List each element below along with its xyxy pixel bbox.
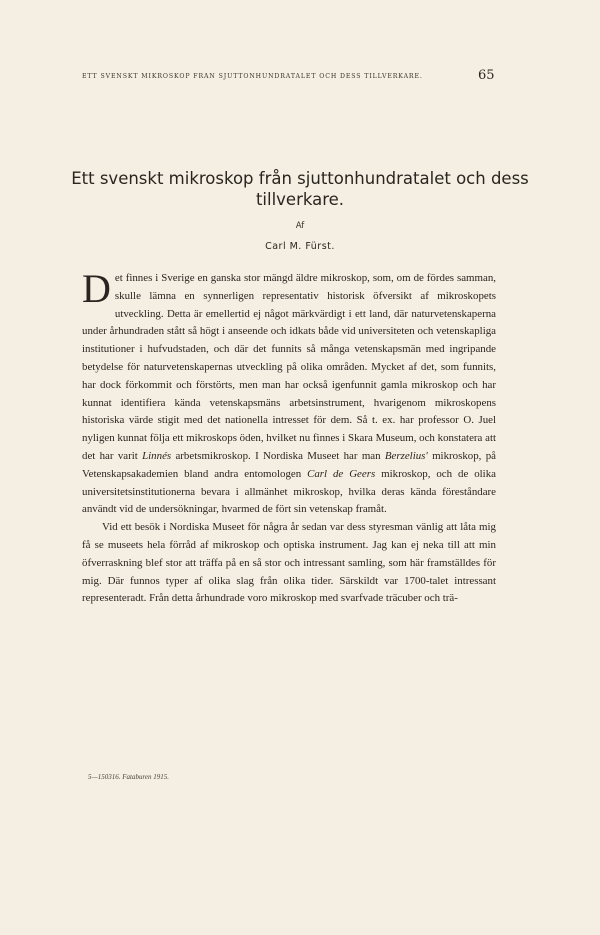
paragraph-1-mid1: arbetsmikroskop. I Nordiska Museet har man: [171, 449, 385, 462]
paragraph-1: [82, 266, 496, 519]
byline-prefix: Af: [295, 221, 305, 231]
drop-cap: D: [82, 266, 111, 311]
author-name: Carl M. Fürst.: [265, 241, 335, 252]
name-berzelius: Berzelius': [384, 449, 428, 462]
page-number: 65: [478, 68, 495, 83]
paragraph-1-mid2: mikroskop, på Vetenskapsakademien bland andra entomologen: [82, 449, 496, 480]
paragraph-1-end: mikroskop, och de olika universitetsinstitutionerna bevara i allmänhet mikroskop, hvilka deras kända föreståndare användt vid de undersökningar, hvarmed de fört sin vetenskap framåt.: [82, 467, 496, 516]
paragraph-2: Vid ett besök i Nordiska Museet för några år sedan var dess styresman vänlig att låta mig få se museets hela förråd af mikroskop och optiska instrument. Jag kan ej neka till att min öfverraskning blef stor att träffa på en så stor och intressant samling, som här framställdes för mig. Där funnos typer af olika slag från olika tider. Särskildt var 1700-talet intressant representeradt. Från detta århundrade voro mikroskop med svarfvade träcuber och trä-: [82, 521, 496, 605]
paragraph-1-lead: et finnes i Sverige en ganska stor mängd äldre mikroskop, som, om de fördes samman, skulle lämna en synnerligen representativ historisk öfversikt af mikroskopets utveckling. Detta är emellertid ej något märkvärdigt i ett land, där naturvetenskaperna under århundraden stått så högt i anseende och idkats både vid universiteten och vetenskapliga institutioner i hufvudstaden, och där det funnits så många vetenskapsmän med ingripande betydelse för naturvetenskapernas utveckling på olika områden. Mycket af det, som funnits, har dock förkommit och förstörts, men man har också igenfunnit gamla mikroskop och har kunnat identifiera kända vetenskapsmäns arbetsinstrument, hvarigenom mikroskopens historiska värde stigit med det nationella intresset för dem. Så t. ex. har professor O. Juel nyligen kunnat följa ett mikroskops öden, hvilket nu finnes i Skara Museum, och konstatera att det har varit: [82, 272, 496, 462]
name-degeer: Carl de Geers: [307, 467, 376, 480]
article-title: Ett svenskt mikroskop från sjuttonhundratalet och dess tillverkare.: [71, 169, 529, 209]
running-header: ETT SVENSKT MIKROSKOP FRÅN SJUTTONHUNDRATALET OCH DESS TILLVERKARE.: [82, 73, 423, 80]
article-body: [82, 266, 496, 608]
footnote: 5—150316. Fataburen 1915.: [88, 773, 170, 781]
name-linne: Linnés: [142, 449, 172, 462]
